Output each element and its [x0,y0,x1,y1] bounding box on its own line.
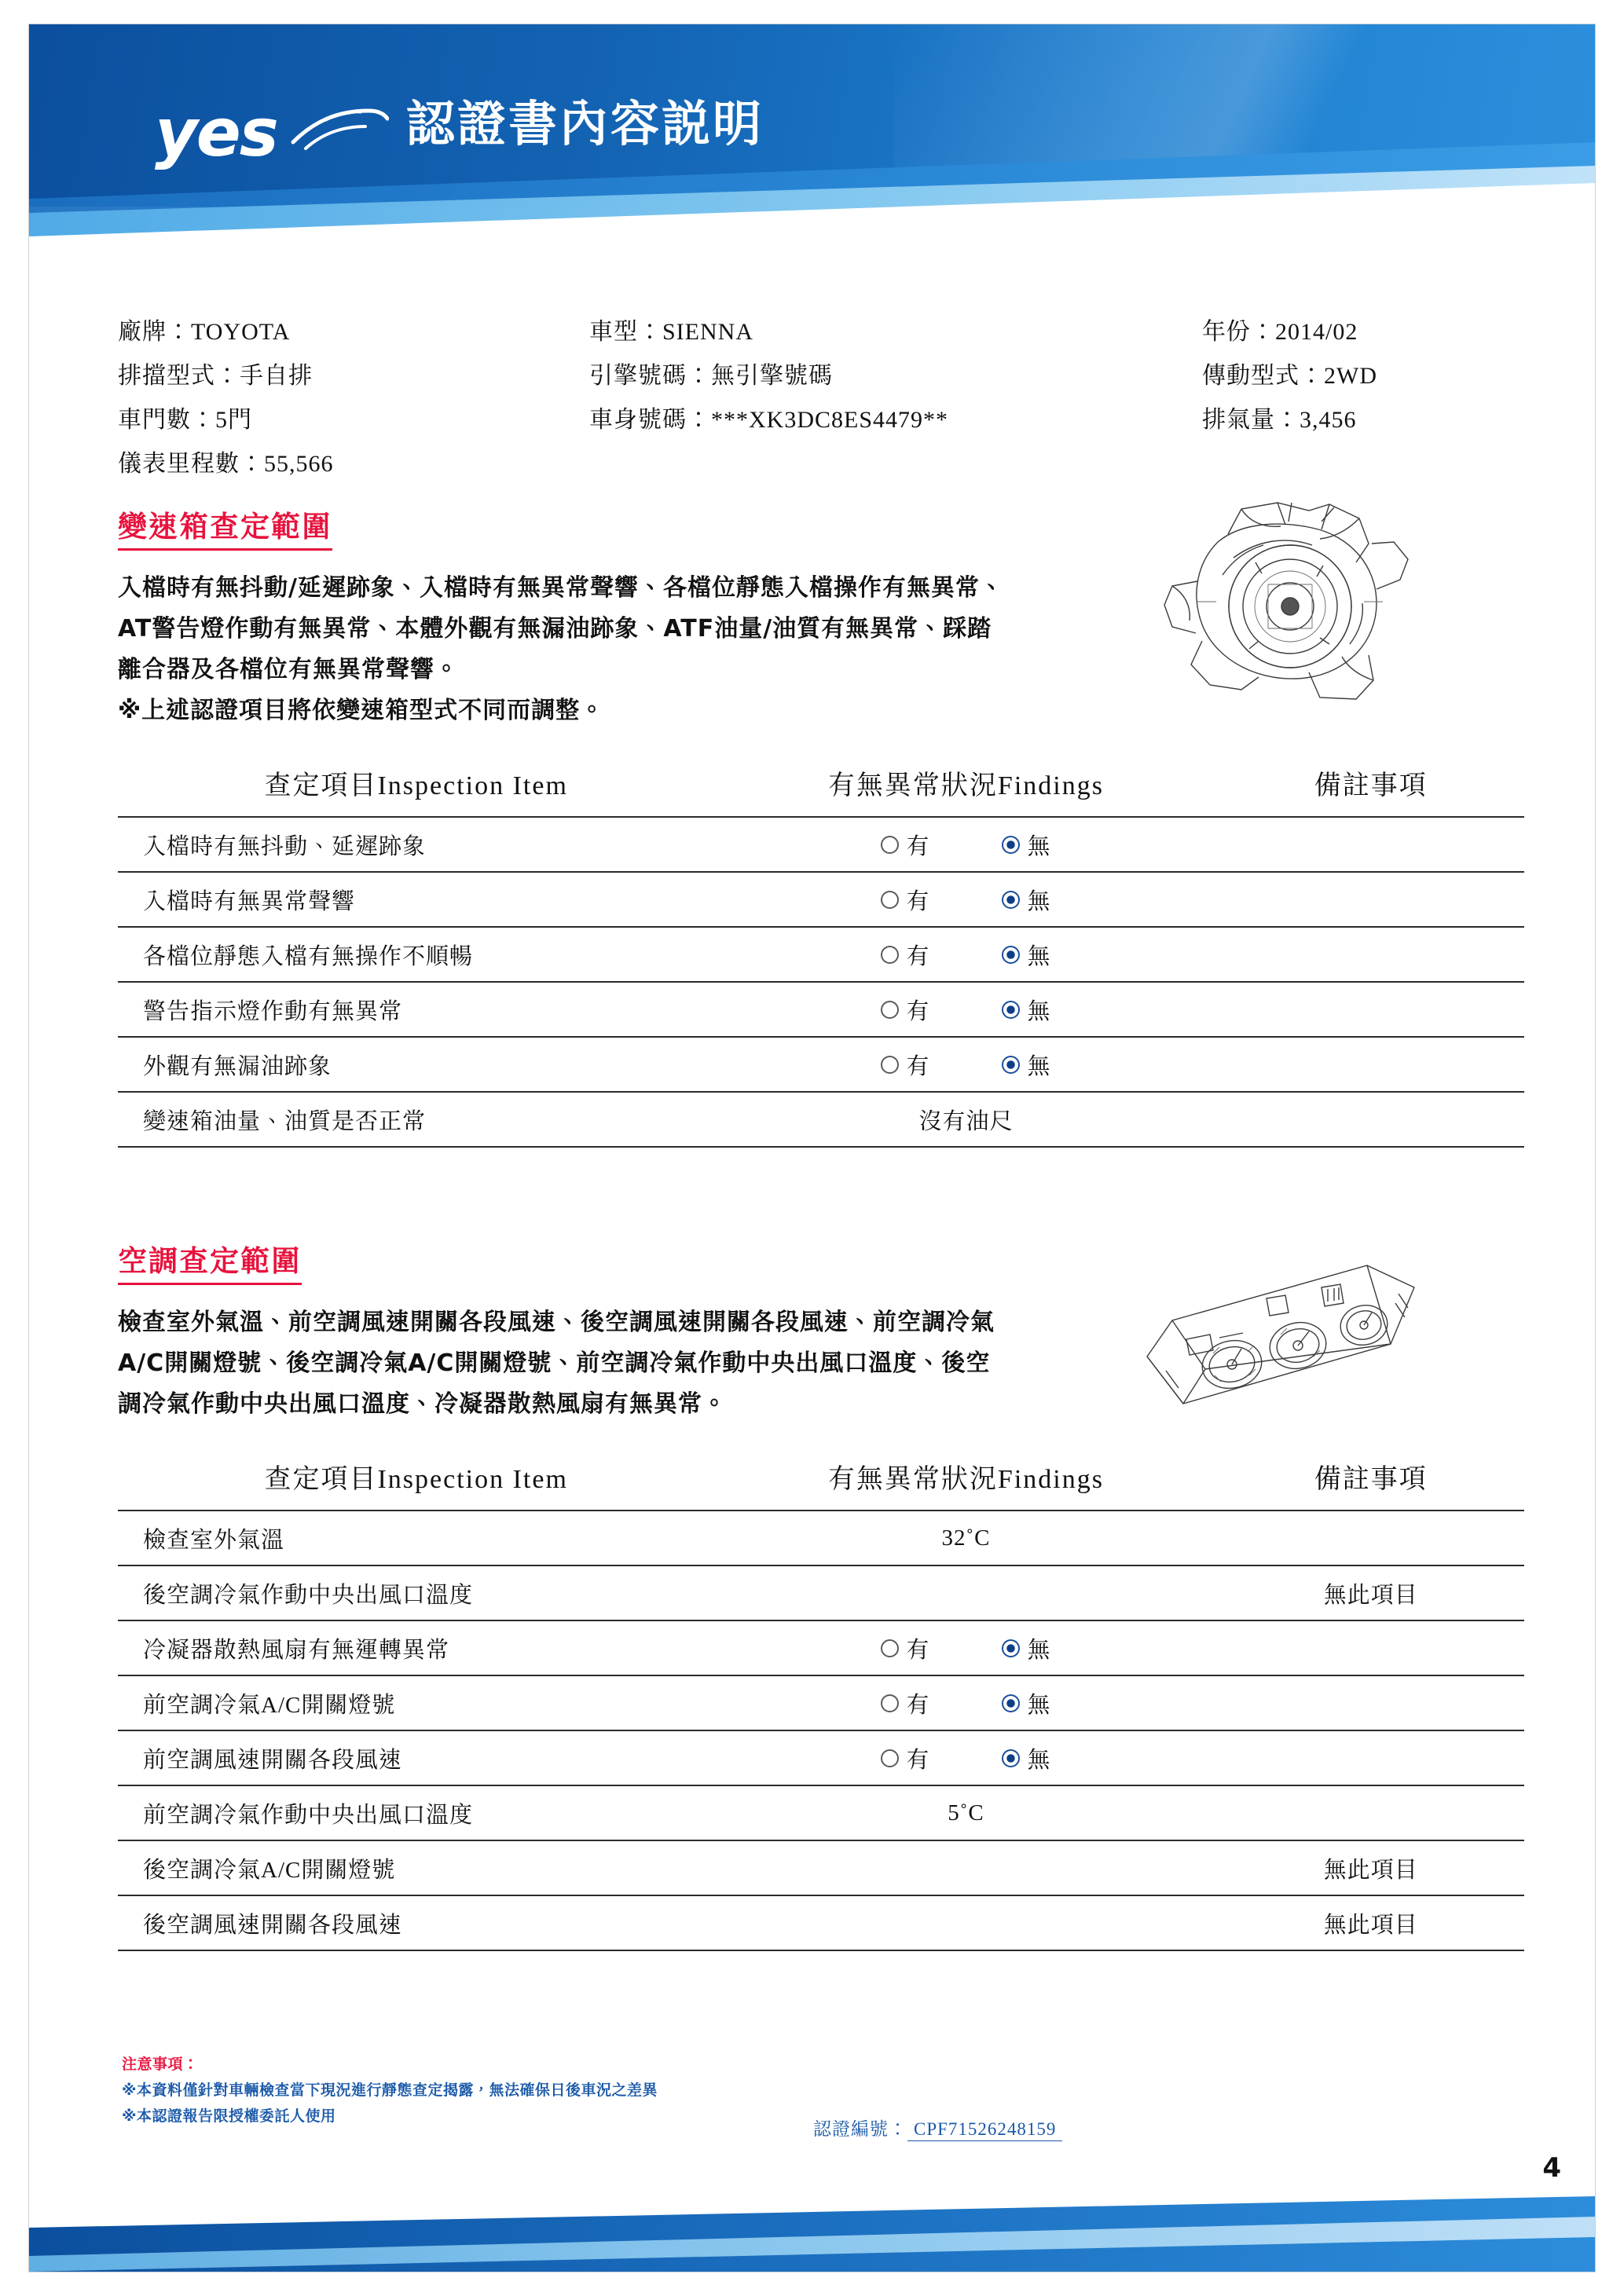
findings-cell [714,1675,1217,1730]
note-cell [1218,1511,1524,1565]
logo-text: yes [155,94,277,171]
footer-notes [122,2052,658,2129]
radio-no[interactable] [1002,1687,1050,1719]
radio-dot-no[interactable] [1002,1001,1020,1019]
radio-label-yes: 有 [906,834,930,859]
radio-dot-no[interactable] [1002,1749,1020,1767]
radio-no[interactable] [1002,884,1050,916]
radio-label-yes: 有 [906,1638,930,1663]
radio-yes[interactable] [881,1742,929,1774]
vehicle-info-row: 廠牌：TOYOTA 車型：SIENNA 年份：2014/02 [118,319,1358,345]
certificate-number-value: CPF71526248159 [907,2119,1062,2141]
radio-dot-no[interactable] [1002,836,1020,854]
radio-dot-yes[interactable] [881,1001,899,1019]
vi-value: 55,566 [264,451,334,477]
vi-value: 無引擎號碼 [711,363,833,389]
inspection-item: 前空調風速開關各段風速 [118,1730,714,1785]
inspection-item: 入檔時有無異常聲響 [118,872,714,927]
column-header-note: 備註事項 [1314,771,1428,800]
radio-dot-no[interactable] [1002,1639,1020,1657]
certificate-number-label: 認證編號： [813,2119,907,2139]
radio-label-no: 無 [1027,944,1051,969]
table-row [118,817,1524,872]
vi-value: TOYOTA [191,319,291,345]
footer-note-1: ※本資料僅針對車輛檢查當下現況進行靜態查定揭露，無法確保日後車況之差異 [122,2082,658,2099]
vehicle-info-row: 車門數：5門 車身號碼：***XK3DC8ES4479** 排氣量：3,456 [118,407,1357,433]
findings-value [714,1565,1217,1620]
radio-dot-no[interactable] [1002,1694,1020,1712]
vi-label: 傳動型式 [1202,363,1300,389]
findings-cell [714,1037,1217,1092]
vehicle-info-row: 排擋型式：手自排 引擎號碼：無引擎號碼 傳動型式：2WD [118,363,1377,389]
table-row [118,927,1524,982]
table-row [118,1511,1524,1565]
page-number: 4 [1542,2152,1561,2184]
radio-yes[interactable] [881,994,929,1026]
radio-no[interactable] [1002,1632,1050,1664]
inspection-item: 冷凝器散熱風扇有無運轉異常 [118,1620,714,1675]
findings-value [714,1840,1217,1895]
note-cell [1218,1675,1524,1730]
column-header-note: 備註事項 [1314,1465,1428,1494]
section-title: 變速箱查定範圍 [118,503,332,551]
inspection-item: 外觀有無漏油跡象 [118,1037,714,1092]
radio-yes[interactable] [881,1687,929,1719]
vi-label: 排氣量 [1202,407,1275,433]
table-row [118,982,1524,1037]
air-conditioning-table [118,1456,1524,1951]
section-description: 檢查室外氣溫、前空調風速開關各段風速、後空調風速開關各段風速、前空調冷氣A/C開關燈號、後空調冷氣A/C開關燈號、前空調冷氣作動中央出風口溫度、後空調冷氣作動中央出風口溫度、冷凝器散熱風扇有無異常。 [118,1309,995,1418]
vi-label: 排擋型式 [118,363,215,389]
radio-dot-yes[interactable] [881,946,899,964]
inspection-item: 入檔時有無抖動、延遲跡象 [118,817,714,872]
radio-label-no: 無 [1027,834,1051,859]
inspection-item: 後空調風速開關各段風速 [118,1895,714,1950]
radio-dot-yes[interactable] [881,836,899,854]
section-description: 入檔時有無抖動/延遲跡象、入檔時有無異常聲響、各檔位靜態入檔操作有無異常、AT警告燈作動有無異常、本體外觀有無漏油跡象、ATF油量/油質有無異常、踩踏離合器及各檔位有無異常聲響。 [118,574,1004,683]
section-air-conditioning [118,1237,1524,1951]
yes-logo [155,93,383,180]
radio-label-yes: 有 [906,999,930,1024]
radio-yes[interactable] [881,1632,929,1664]
radio-label-no: 無 [1027,1693,1051,1718]
radio-dot-yes[interactable] [881,1694,899,1712]
radio-no[interactable] [1002,1049,1050,1081]
table-row [118,1565,1524,1620]
inspection-item: 警告指示燈作動有無異常 [118,982,714,1037]
inspection-item: 各檔位靜態入檔有無操作不順暢 [118,927,714,982]
note-cell [1218,1037,1524,1092]
vi-value: 5門 [215,407,252,433]
radio-no[interactable] [1002,829,1050,861]
note-cell [1218,1620,1524,1675]
vi-label: 廠牌 [118,319,167,345]
transmission-table [118,763,1524,1148]
vi-label: 引擎號碼 [589,363,687,389]
radio-dot-yes[interactable] [881,1749,899,1767]
findings-cell [714,1730,1217,1785]
table-row [118,1620,1524,1675]
radio-no[interactable] [1002,939,1050,971]
findings-cell [714,927,1217,982]
radio-label-yes: 有 [906,889,930,914]
radio-label-yes: 有 [906,1693,930,1718]
radio-label-no: 無 [1027,1054,1051,1079]
vi-value: 2WD [1324,363,1377,389]
findings-cell [714,872,1217,927]
vi-label: 車門數 [118,407,191,433]
table-header-row [118,763,1524,817]
vi-label: 儀表里程數 [118,451,240,477]
findings-value: 32˚C [714,1511,1217,1565]
radio-no[interactable] [1002,994,1050,1026]
table-row [118,1785,1524,1840]
radio-dot-no[interactable] [1002,1056,1020,1074]
table-header-row [118,1456,1524,1511]
findings-value: 沒有油尺 [714,1092,1217,1147]
vi-label: 年份 [1202,319,1251,345]
inspection-item: 後空調冷氣作動中央出風口溫度 [118,1565,714,1620]
inspection-item: 檢查室外氣溫 [118,1511,714,1565]
footer-notes-title: 注意事項： [122,2056,199,2073]
vi-value: 2014/02 [1275,319,1358,345]
column-header-findings: 有無異常狀況Findings [827,771,1104,800]
radio-label-no: 無 [1027,889,1051,914]
table-row [118,1675,1524,1730]
vehicle-info-row: 儀表里程數：55,566 [118,451,334,477]
radio-yes[interactable] [881,939,929,971]
vi-value: 3,456 [1300,407,1357,433]
radio-dot-yes[interactable] [881,1639,899,1657]
page-header [29,24,1595,284]
vi-value: SIENNA [662,319,753,345]
radio-label-no: 無 [1027,1748,1051,1773]
vi-label: 車型 [589,319,638,345]
note-cell [1218,817,1524,872]
note-cell: 無此項目 [1218,1840,1524,1895]
section-transmission [118,503,1524,1148]
note-cell [1218,1785,1524,1840]
car-swoosh-icon [287,93,389,161]
vehicle-info [118,310,1501,486]
radio-label-no: 無 [1027,1638,1051,1663]
section-title: 空調查定範圍 [118,1237,302,1285]
vi-value: ***XK3DC8ES4479** [711,407,949,433]
vi-label: 車身號碼 [589,407,687,433]
table-row [118,1895,1524,1950]
radio-yes[interactable] [881,884,929,916]
footer-note-2: ※本認證報告限授權委託人使用 [122,2107,336,2125]
radio-yes[interactable] [881,829,929,861]
findings-value [714,1895,1217,1950]
vi-value: 手自排 [240,363,313,389]
inspection-item: 前空調冷氣作動中央出風口溫度 [118,1785,714,1840]
table-row [118,1730,1524,1785]
radio-no[interactable] [1002,1742,1050,1774]
note-cell [1218,1730,1524,1785]
radio-label-no: 無 [1027,999,1051,1024]
note-cell [1218,1092,1524,1147]
inspection-item: 變速箱油量、油質是否正常 [118,1092,714,1147]
footer-band [29,2196,1595,2272]
table-row [118,1037,1524,1092]
radio-label-yes: 有 [906,1748,930,1773]
certificate-number [813,2115,1062,2140]
radio-dot-no[interactable] [1002,891,1020,909]
note-cell: 無此項目 [1218,1895,1524,1950]
findings-cell [714,982,1217,1037]
note-cell: 無此項目 [1218,1565,1524,1620]
radio-dot-yes[interactable] [881,1056,899,1074]
inspection-item: 後空調冷氣A/C開關燈號 [118,1840,714,1895]
note-cell [1218,872,1524,927]
table-row [118,872,1524,927]
findings-cell [714,1620,1217,1675]
inspection-item: 前空調冷氣A/C開關燈號 [118,1675,714,1730]
radio-dot-yes[interactable] [881,891,899,909]
transmission-illustration [1124,487,1414,715]
climate-control-illustration [1131,1253,1430,1426]
note-cell [1218,982,1524,1037]
radio-label-yes: 有 [906,944,930,969]
column-header-item: 查定項目Inspection Item [264,771,568,800]
findings-cell [714,817,1217,872]
column-header-item: 查定項目Inspection Item [264,1465,568,1494]
column-header-findings: 有無異常狀況Findings [827,1465,1104,1494]
radio-yes[interactable] [881,1049,929,1081]
findings-value: 5˚C [714,1785,1217,1840]
table-row [118,1840,1524,1895]
section-note: ※上述認證項目將依變速箱型式不同而調整。 [118,697,605,724]
table-row [118,1092,1524,1147]
radio-label-yes: 有 [906,1054,930,1079]
note-cell [1218,927,1524,982]
page-title: 認證書內容説明 [406,95,764,152]
radio-dot-no[interactable] [1002,946,1020,964]
